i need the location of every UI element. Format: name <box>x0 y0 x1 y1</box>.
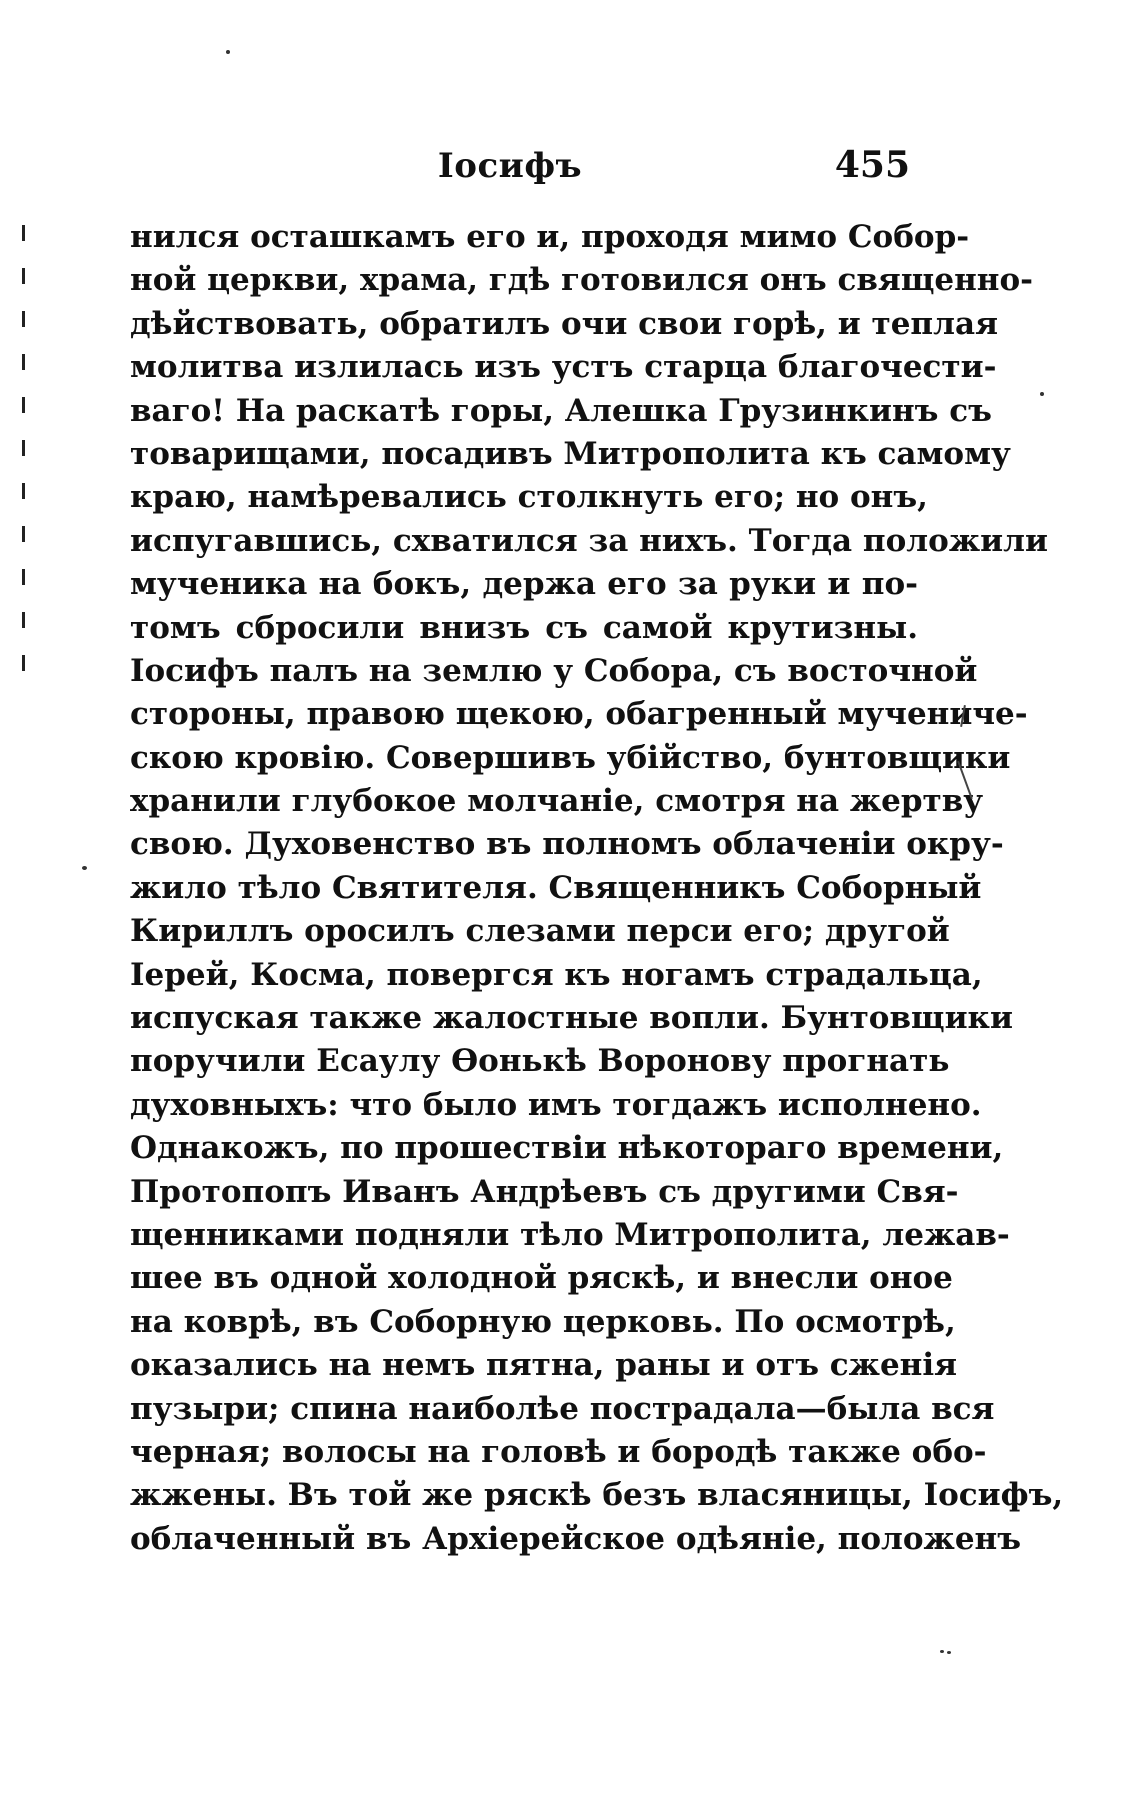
text-line: щенниками подняли тѣло Митрополита, лежав- <box>130 1216 1010 1253</box>
margin-mark <box>22 268 25 284</box>
text-line: Іосифъ палъ на землю у Собора, съ восточной <box>130 652 978 689</box>
margin-mark <box>22 612 25 628</box>
running-title: Іосифъ <box>437 146 583 186</box>
text-line: краю, намѣревались столкнуть его; но онъ, <box>130 479 928 516</box>
margin-mark <box>22 483 25 499</box>
text-line: свою. Духовенство въ полномъ облаченіи окру- <box>130 826 1004 863</box>
body-text <box>130 216 1064 1561</box>
text-line: испуская также жалостные вопли. Бунтовщики <box>130 1000 1013 1037</box>
text-line: дѣйствовать, обратилъ очи свои горѣ, и теплая <box>130 305 998 342</box>
text-line: нился осташкамъ его и, проходя мимо Собор- <box>130 219 970 255</box>
page-number: 455 <box>834 144 910 186</box>
text-line: черная; волосы на головѣ и бородѣ также обо- <box>130 1433 987 1470</box>
text-line: на коврѣ, въ Соборную церковь. По осмотрѣ, <box>130 1303 956 1340</box>
margin-mark <box>22 526 25 542</box>
text-line: стороны, правою щекою, обагренный мучениче- <box>130 696 1028 733</box>
text-line: Кириллъ оросилъ слезами перси его; другой <box>130 913 950 950</box>
text-line: духовныхъ: что было имъ тогдажъ исполнено. <box>130 1086 982 1123</box>
margin-mark <box>22 225 25 241</box>
ink-speck <box>947 1651 951 1654</box>
text-line: мученика на бокъ, держа его за руки и по- <box>130 566 918 603</box>
margin-mark <box>22 397 25 413</box>
text-line: Однакожъ, по прошествіи нѣкотораго времени, <box>130 1130 1004 1167</box>
text-line: молитва излилась изъ устъ старца благочести- <box>130 349 997 386</box>
text-line: ваго! На раскатѣ горы, Алешка Грузинкинъ съ <box>130 392 992 429</box>
text-line: Іерей, Косма, повергся къ ногамъ страдальца, <box>130 956 983 993</box>
text-line: Протопопъ Иванъ Андрѣевъ съ другими Свя- <box>130 1173 959 1210</box>
text-line: облаченный въ Архіерейское одѣяніе, положенъ <box>130 1520 1022 1557</box>
text-line: ной церкви, храма, гдѣ готовился онъ священно- <box>130 262 1034 299</box>
ink-speck <box>1040 392 1044 396</box>
text-line: скою кровію. Совершивъ убійство, бунтовщики <box>130 739 1011 776</box>
margin-mark <box>22 311 25 327</box>
margin-mark <box>22 569 25 585</box>
text-line: шее въ одной холодной ряскѣ, и внесли оное <box>130 1260 953 1297</box>
margin-mark <box>22 440 25 456</box>
ink-speck <box>82 866 87 870</box>
text-line: хранили глубокое молчаніе, смотря на жертву <box>130 783 984 820</box>
margin-mark <box>22 354 25 370</box>
text-line: пузыри; спина наиболѣе пострадала—была вся <box>130 1390 995 1427</box>
ink-speck <box>226 50 230 54</box>
margin-marks <box>18 225 30 698</box>
ink-speck <box>940 1650 944 1653</box>
text-line: томъ сбросили внизъ съ самой крутизны. <box>130 609 918 646</box>
margin-mark <box>22 655 25 671</box>
text-line: оказались на немъ пятна, раны и отъ сженія <box>130 1347 958 1384</box>
text-line: испугавшись, схватился за нихъ. Тогда положили <box>130 522 1048 559</box>
text-line: жжены. Въ той же ряскѣ безъ власяницы, Іосифъ, <box>130 1477 1064 1514</box>
text-line: жило тѣло Святителя. Священникъ Соборный <box>130 869 982 906</box>
text-line: поручили Есаулу Ѳонькѣ Воронову прогнать <box>130 1043 950 1080</box>
text-line: товарищами, посадивъ Митрополита къ самому <box>130 435 1011 472</box>
